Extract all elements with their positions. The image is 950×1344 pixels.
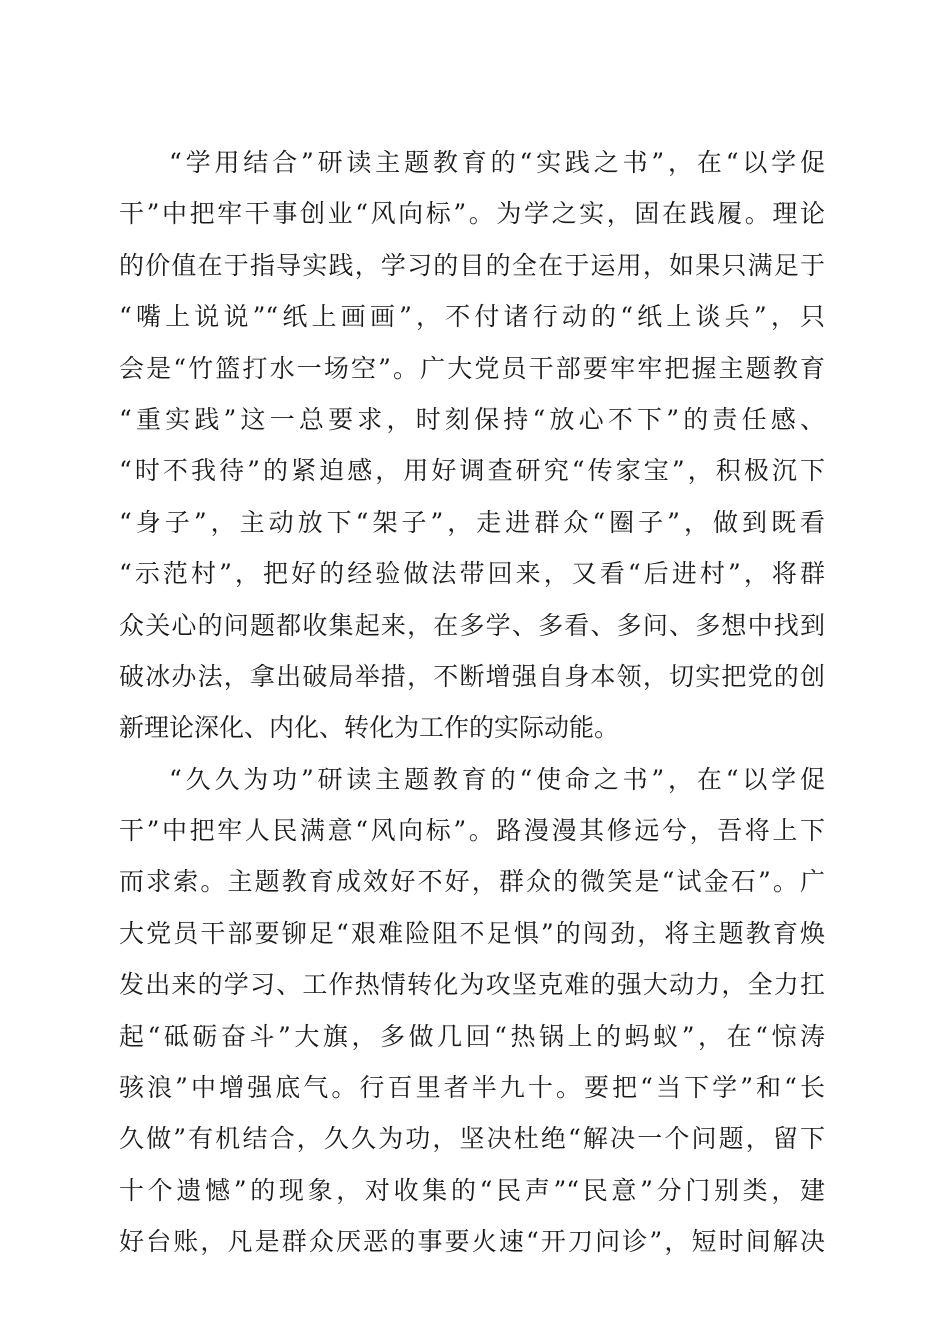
paragraph-2 [119, 754, 825, 1268]
text-line: 久做”有机结合，久久为功，坚决杜绝“解决一个问题，留下 [119, 1124, 825, 1154]
text-line: “示范村”，把好的经验做法带回来，又看“后进村”，将群 [119, 559, 825, 589]
text-line: 干”中把牢干事创业“风向标”。为学之实，固在践履。理论 [119, 199, 825, 229]
text-line: “身子”，主动放下“架子”，走进群众“圈子”，做到既看 [119, 507, 825, 537]
text-line: 会是“竹篮打水一场空”。广大党员干部要牢牢把握主题教育 [119, 353, 825, 383]
text-line: “时不我待”的紧迫感，用好调查研究“传家宝”，积极沉下 [119, 456, 825, 486]
text-line: “嘴上说说”“纸上画画”，不付诸行动的“纸上谈兵”，只 [119, 302, 825, 332]
text-line: 破冰办法，拿出破局举措，不断增强自身本领，切实把党的创 [119, 661, 825, 691]
text-line: 新理论深化、内化、转化为工作的实际动能。 [119, 713, 620, 743]
document-body [119, 137, 825, 1268]
text-line: 大党员干部要铆足“艰难险阻不足惧”的闯劲，将主题教育焕 [119, 918, 825, 948]
text-line: 干”中把牢人民满意“风向标”。路漫漫其修远兮，吾将上下 [119, 816, 825, 846]
text-line: 骇浪”中增强底气。行百里者半九十。要把“当下学”和“长 [119, 1073, 825, 1103]
text-line: “学用结合”研读主题教育的“实践之书”，在“以学促 [169, 148, 825, 177]
text-line: 众关心的问题都收集起来，在多学、多看、多问、多想中找到 [119, 610, 825, 640]
paragraph-1 [119, 137, 825, 754]
text-line: “重实践”这一总要求，时刻保持“放心不下”的责任感、 [119, 404, 825, 434]
text-line: “久久为功”研读主题教育的“使命之书”，在“以学促 [169, 764, 825, 794]
text-line: 而求索。主题教育成效好不好，群众的微笑是“试金石”。广 [119, 867, 825, 897]
text-line: 起“砥砺奋斗”大旗，多做几回“热锅上的蚂蚁”，在“惊涛 [119, 1021, 825, 1051]
text-line: 的价值在于指导实践，学习的目的全在于运用，如果只满足于 [119, 250, 825, 280]
text-line: 十个遗憾”的现象，对收集的“民声”“民意”分门别类，建 [119, 1175, 825, 1205]
text-line: 好台账，凡是群众厌恶的事要火速“开刀问诊”，短时间解决 [119, 1227, 825, 1257]
text-line: 发出来的学习、工作热情转化为攻坚克难的强大动力，全力扛 [119, 970, 825, 1000]
